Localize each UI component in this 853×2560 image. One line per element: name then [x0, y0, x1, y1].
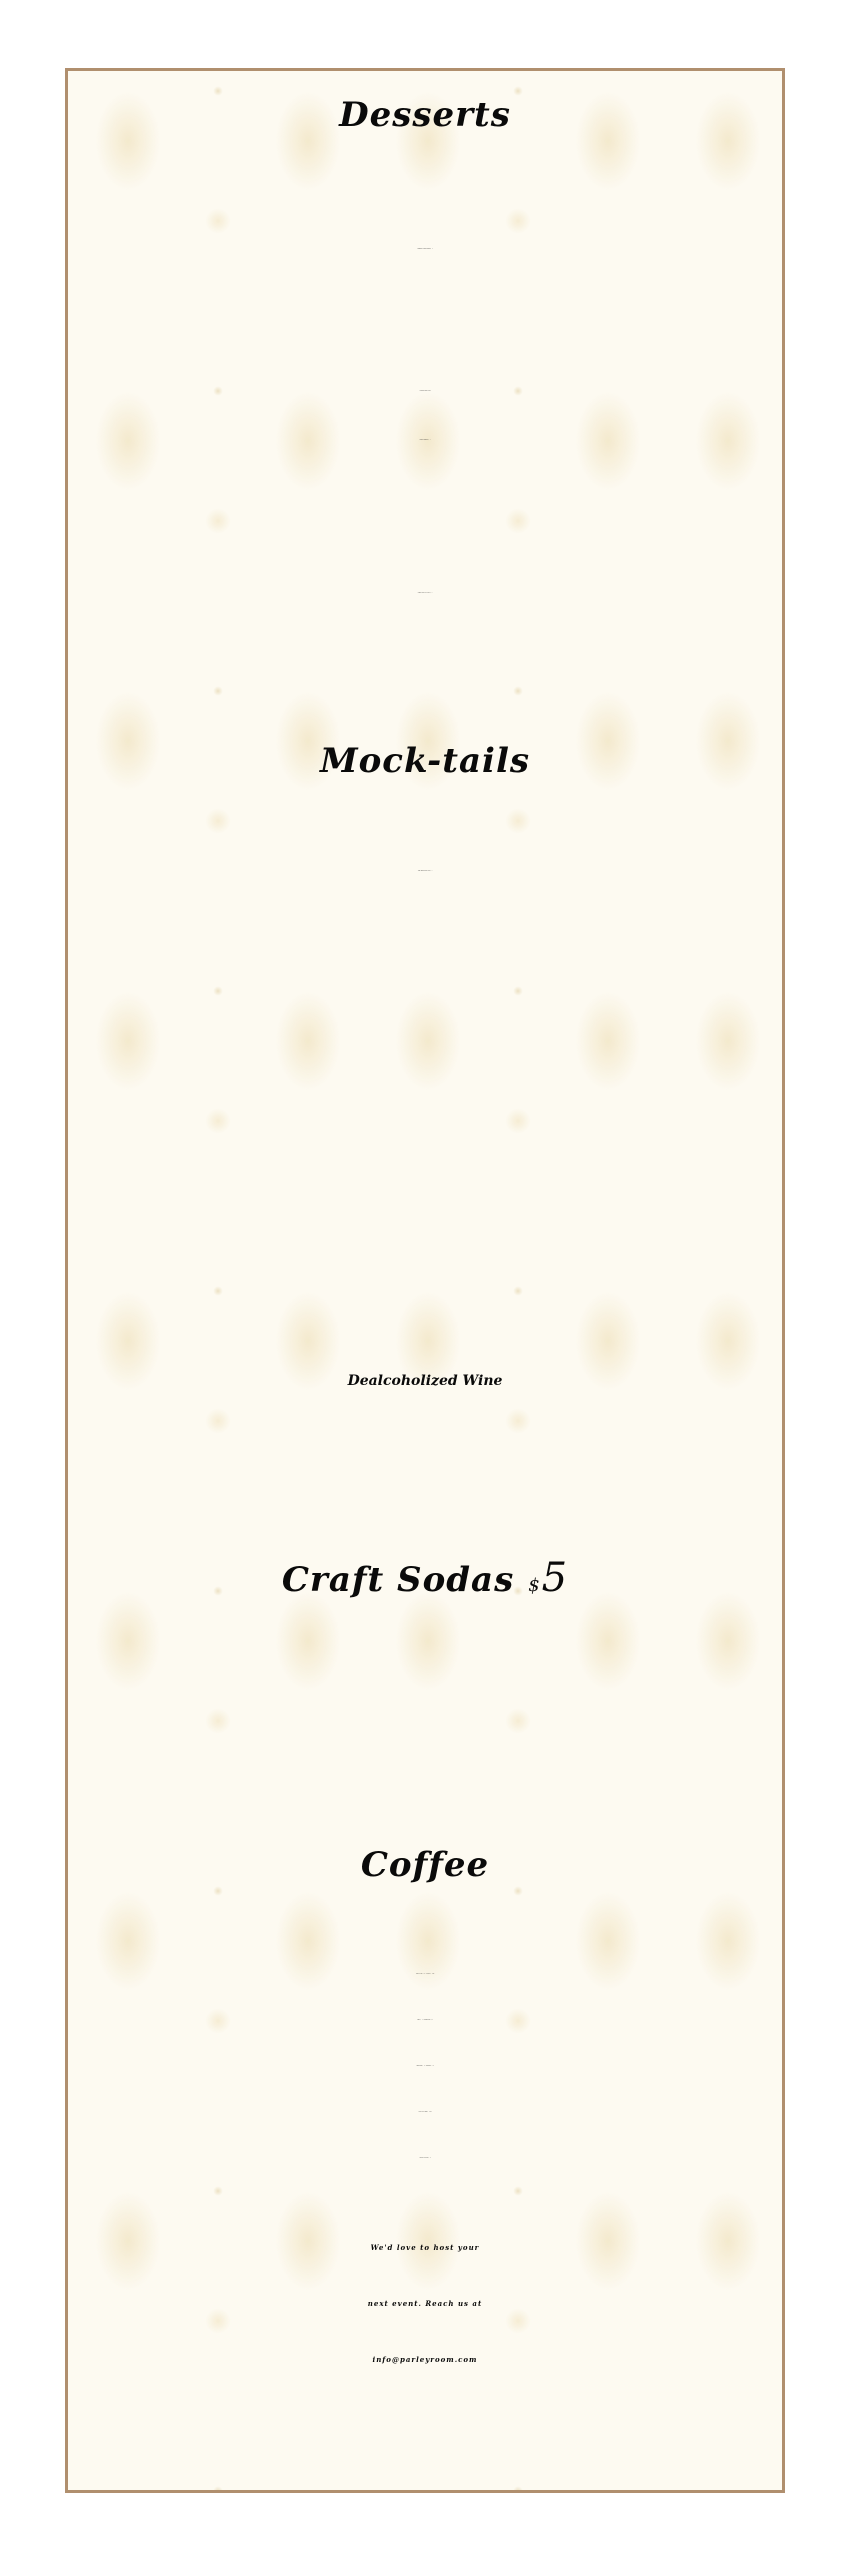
menu-card	[65, 68, 785, 2493]
sodas-flavors	[68, 1705, 782, 1741]
item-description	[68, 1237, 782, 1261]
event-line: next event. Reach us at	[367, 2299, 483, 2308]
coffee-heading: Coffee	[360, 1845, 490, 1885]
coffee-line: Hot or Iced 2 - Mocha 4.50	[415, 1974, 435, 1975]
item-name: Lemon Olive Oil Cake	[417, 593, 430, 594]
coffee-line: Latte 4 - Cappuccino 4	[416, 2020, 434, 2021]
item-description	[68, 503, 782, 539]
item-description	[68, 1067, 782, 1091]
mocktail-item-amazonian	[68, 871, 782, 872]
dessert-item-bread-pudding-line2	[68, 440, 782, 441]
sodas-flavors	[68, 1781, 782, 1817]
sodas-title: Craft Sodas	[281, 1560, 515, 1600]
item-description	[68, 1347, 782, 1371]
item-description	[68, 697, 782, 733]
item-description	[68, 1323, 782, 1347]
item-description	[68, 1151, 782, 1175]
event-email[interactable]: info@parleyroom.com	[372, 2355, 478, 2364]
event-line: We'd love to host your	[370, 2243, 480, 2252]
dessert-item-bread-pudding-line1: Carlson's Bear Claw	[419, 391, 431, 392]
mocktails-heading: Mock-tails	[319, 741, 530, 781]
sodas-flavors	[68, 1743, 782, 1779]
wine-heading: Dealcoholized Wine	[347, 1373, 503, 1389]
item-description	[68, 929, 782, 953]
item-price: 7	[431, 249, 433, 250]
coffee-line-earl-grey: Earl Grey Latte 4.50	[418, 2112, 432, 2113]
coffee-line: Americana 3 - Espresso 3	[416, 2066, 434, 2067]
item-description	[68, 953, 782, 977]
item-name: Ultimate Creme Brulée	[417, 249, 431, 250]
dessert-item-lemon-cake	[68, 593, 782, 594]
item-price: 7	[431, 593, 433, 594]
coffee-line-tea: Hot or Iced Tea 2	[419, 2158, 431, 2159]
item-price: 7	[431, 871, 433, 872]
item-price: 7	[429, 440, 431, 441]
item-description	[68, 657, 782, 693]
sodas-heading	[68, 1555, 782, 1601]
item-description	[68, 1043, 782, 1067]
item-description	[68, 315, 782, 351]
item-name: Bread Pudding	[419, 440, 428, 441]
desserts-heading: Desserts	[339, 95, 511, 135]
sodas-price: $5	[528, 1555, 569, 1601]
dessert-item-creme-brulee	[68, 249, 782, 250]
item-name: Amazonian River Flip	[417, 871, 430, 872]
